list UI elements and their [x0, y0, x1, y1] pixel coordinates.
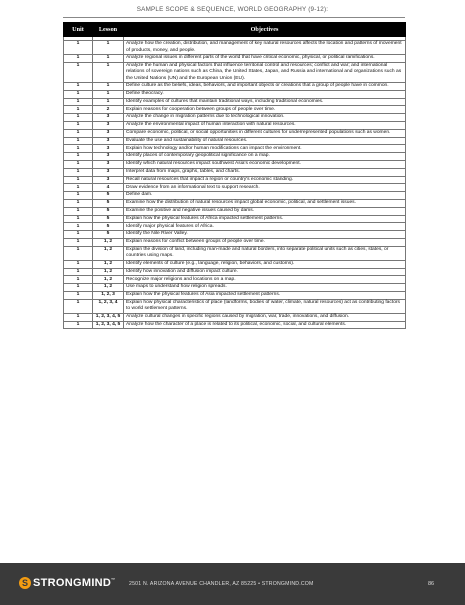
lesson-cell: 1	[93, 90, 124, 98]
objective-cell: Recognize major religions and locations on a map.	[124, 276, 406, 284]
lesson-cell: 3	[93, 129, 124, 137]
table-header-row	[64, 23, 406, 37]
lesson-cell: 1, 2, 3, 4	[93, 299, 124, 313]
table-row	[64, 321, 406, 329]
objective-cell: Define dam.	[124, 192, 406, 200]
objective-cell: Identify major physical features of Africa.	[124, 223, 406, 231]
table-row	[64, 98, 406, 106]
unit-cell: 1	[64, 215, 93, 223]
lesson-cell: 5	[93, 223, 124, 231]
unit-cell: 1	[64, 321, 93, 329]
unit-cell: 1	[64, 313, 93, 321]
lesson-cell: 1, 2	[93, 268, 124, 276]
table-row	[64, 114, 406, 122]
objective-cell: Analyze how the character of a place is related to its political, economic, social, and cultural elements.	[124, 321, 406, 329]
footer-address: 2501 N. ARIZONA AVENUE CHANDLER, AZ 85225 • STRONGMIND.COM	[129, 581, 314, 587]
objective-cell: Define culture as the beliefs, ideas, behaviors, and important objects or creations that a group of people have in common.	[124, 83, 406, 91]
unit-cell: 1	[64, 299, 93, 313]
unit-cell: 1	[64, 55, 93, 63]
table-row	[64, 184, 406, 192]
table-row	[64, 192, 406, 200]
unit-cell: 1	[64, 98, 93, 106]
page-number: 86	[428, 581, 435, 587]
lesson-cell: 1, 2	[93, 260, 124, 268]
objective-cell: Identify places of contemporary geopolitical significance on a map.	[124, 153, 406, 161]
objective-cell: Explain reasons for conflict between groups of people over time.	[124, 238, 406, 246]
unit-cell: 1	[64, 223, 93, 231]
header-divider	[63, 17, 405, 18]
unit-cell: 1	[64, 160, 93, 168]
lesson-cell: 1	[93, 41, 124, 55]
table-row	[64, 223, 406, 231]
strongmind-logo	[33, 577, 115, 589]
objective-cell: Evaluate the use and sustainability of natural resources.	[124, 137, 406, 145]
table-row	[64, 284, 406, 292]
table-row	[64, 106, 406, 114]
unit-cell: 1	[64, 291, 93, 299]
table-row	[64, 129, 406, 137]
table-row	[64, 231, 406, 239]
lesson-cell: 1	[93, 55, 124, 63]
objective-cell: Identify examples of cultures that maintain traditional ways, including traditional economies.	[124, 98, 406, 106]
lesson-cell: 4	[93, 184, 124, 192]
unit-cell: 1	[64, 268, 93, 276]
unit-cell: 1	[64, 41, 93, 55]
page-footer	[0, 563, 465, 605]
lesson-cell: 1, 2	[93, 246, 124, 260]
scope-sequence-table	[63, 22, 406, 329]
table-row	[64, 41, 406, 55]
unit-cell: 1	[64, 238, 93, 246]
unit-cell: 1	[64, 260, 93, 268]
lesson-cell: 3	[93, 137, 124, 145]
unit-cell: 1	[64, 192, 93, 200]
table-row	[64, 160, 406, 168]
table-row	[64, 215, 406, 223]
lesson-cell: 5	[93, 192, 124, 200]
unit-cell: 1	[64, 168, 93, 176]
unit-cell: 1	[64, 114, 93, 122]
table-row	[64, 176, 406, 184]
objective-cell: Examine the positive and negative issues caused by dams.	[124, 207, 406, 215]
unit-cell: 1	[64, 137, 93, 145]
trademark-symbol: ™	[111, 577, 116, 582]
table-row	[64, 83, 406, 91]
objective-cell: Compare economic, political, or social opportunities in different cultures for underrepresented populations such as women.	[124, 129, 406, 137]
objective-cell: Use maps to understand how religion spreads.	[124, 284, 406, 292]
lesson-cell: 3	[93, 114, 124, 122]
objective-cell: Explain how the physical features of Asia impacted settlement patterns.	[124, 291, 406, 299]
lesson-cell: 1	[93, 83, 124, 91]
objective-cell: Analyze how the creation, distribution, and management of key natural resources affects the location and patterns of movement of products, money, and people.	[124, 41, 406, 55]
unit-cell: 1	[64, 199, 93, 207]
table-row	[64, 207, 406, 215]
table-row	[64, 199, 406, 207]
unit-cell: 1	[64, 153, 93, 161]
table-row	[64, 145, 406, 153]
lesson-cell: 1	[93, 98, 124, 106]
column-header-lesson: Lesson	[93, 23, 124, 37]
lesson-cell: 1, 2, 3, 4, 5	[93, 321, 124, 329]
lesson-cell: 3	[93, 153, 124, 161]
objective-cell: Draw evidence from an informational text to support research.	[124, 184, 406, 192]
lesson-cell: 5	[93, 231, 124, 239]
page-title: SAMPLE SCOPE & SEQUENCE, WORLD GEOGRAPHY (9-12):	[136, 6, 329, 13]
objective-cell: Recall natural resources that impact a region or country's economic standing.	[124, 176, 406, 184]
lesson-cell: 3	[93, 145, 124, 153]
table-row	[64, 299, 406, 313]
lesson-cell: 2	[93, 106, 124, 114]
lesson-cell: 1, 2	[93, 276, 124, 284]
objective-cell: Explain how technology and/or human modifications can impact the environment.	[124, 145, 406, 153]
lesson-cell: 1, 2	[93, 284, 124, 292]
objective-cell: Analyze the change in migration patterns due to technological innovation.	[124, 114, 406, 122]
objective-cell: Interpret data from maps, graphs, tables, and charts.	[124, 168, 406, 176]
unit-cell: 1	[64, 231, 93, 239]
table-row	[64, 121, 406, 129]
objective-cell: Identify elements of culture (e.g., language, religion, behaviors, and customs).	[124, 260, 406, 268]
objective-cell: Analyze the environmental impact of human interaction with natural resources.	[124, 121, 406, 129]
unit-cell: 1	[64, 284, 93, 292]
lesson-cell: 3	[93, 121, 124, 129]
objective-cell: Identify the Nile River Valley.	[124, 231, 406, 239]
unit-cell: 1	[64, 207, 93, 215]
lesson-cell: 5	[93, 199, 124, 207]
objective-cell: Examine how the distribution of natural resources impact global economic, political, and settlement issues.	[124, 199, 406, 207]
lesson-cell: 1, 2	[93, 238, 124, 246]
objective-cell: Explain how physical characteristics of place (landforms, bodies of water, climate, natural resources) act as contributing factors to world settlement patterns.	[124, 299, 406, 313]
table-row	[64, 90, 406, 98]
column-header-unit: Unit	[64, 23, 93, 37]
table-row	[64, 238, 406, 246]
table-body	[64, 37, 406, 329]
objective-cell: Explain how the physical features of Africa impacted settlement patterns.	[124, 215, 406, 223]
unit-cell: 1	[64, 145, 93, 153]
unit-cell: 1	[64, 129, 93, 137]
objective-cell: Analyze regional issues in different parts of the world that have critical economic, physical, or political ramifications.	[124, 55, 406, 63]
column-header-objectives: Objectives	[124, 23, 406, 37]
objective-cell: Identify how innovation and diffusion impact culture.	[124, 268, 406, 276]
table-row	[64, 276, 406, 284]
objective-cell: Explain the division of land, including man-made and natural borders, into separate political units such as cities, states, or countries using maps.	[124, 246, 406, 260]
objective-cell: Explain reasons for cooperation between groups of people over time.	[124, 106, 406, 114]
unit-cell: 1	[64, 184, 93, 192]
lesson-cell: 3	[93, 160, 124, 168]
lesson-cell: 1	[93, 62, 124, 82]
table-row	[64, 62, 406, 82]
objective-cell: Analyze cultural changes in specific regions caused by migration, war, trade, innovations, and diffusion.	[124, 313, 406, 321]
objective-cell: Identify which natural resources impact southwest Asia's economic development.	[124, 160, 406, 168]
logo-wordmark: STRONGMIND	[33, 577, 112, 589]
lesson-cell: 3	[93, 176, 124, 184]
table-row	[64, 168, 406, 176]
lesson-cell: 1, 2, 3	[93, 291, 124, 299]
objective-cell: Analyze the human and physical factors that influence territorial control and resources; conflict and war; and international relations of sovereign nations such as China, the United States, Japan, and Russia and international and organizations such as the United Nations (UN) and the European Union (EU).	[124, 62, 406, 82]
table-row	[64, 260, 406, 268]
objective-cell: Define theocracy.	[124, 90, 406, 98]
table-row	[64, 268, 406, 276]
unit-cell: 1	[64, 106, 93, 114]
unit-cell: 1	[64, 176, 93, 184]
lesson-cell: 5	[93, 207, 124, 215]
table-row	[64, 55, 406, 63]
unit-cell: 1	[64, 276, 93, 284]
table-row	[64, 313, 406, 321]
table-row	[64, 153, 406, 161]
unit-cell: 1	[64, 246, 93, 260]
table-row	[64, 246, 406, 260]
unit-cell: 1	[64, 62, 93, 82]
unit-cell: 1	[64, 121, 93, 129]
lesson-cell: 5	[93, 215, 124, 223]
lesson-cell: 3	[93, 168, 124, 176]
strongmind-logo-icon: S	[19, 577, 31, 589]
unit-cell: 1	[64, 90, 93, 98]
table-row	[64, 137, 406, 145]
lesson-cell: 1, 2, 3, 4, 5	[93, 313, 124, 321]
table-row	[64, 291, 406, 299]
unit-cell: 1	[64, 83, 93, 91]
